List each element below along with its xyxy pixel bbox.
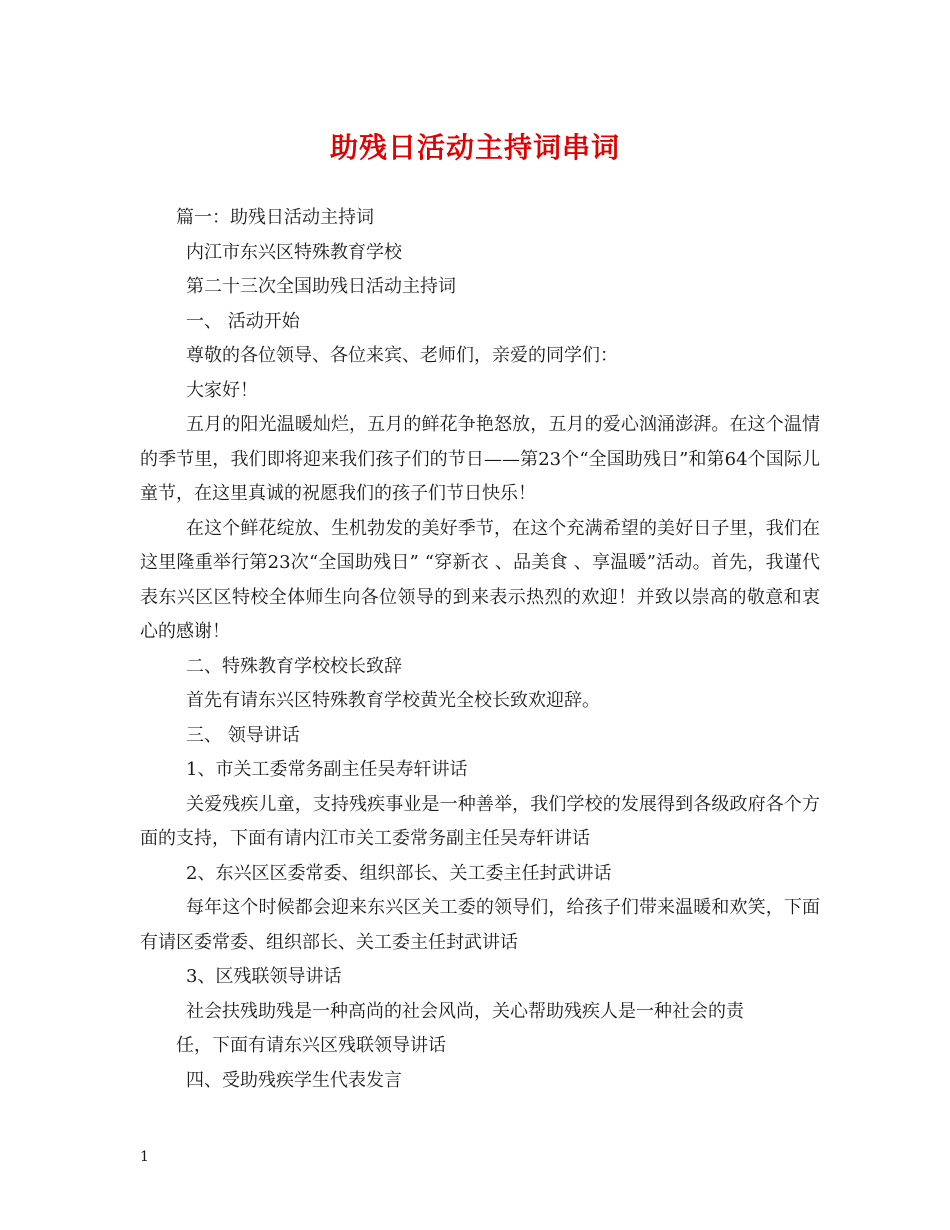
item-3: 3、区残联领导讲话 xyxy=(186,966,342,987)
paragraph-item-3: 社会扶残助残是一种高尚的社会风尚，关心帮助残疾人是一种社会的责 xyxy=(186,1000,744,1022)
greeting: 尊敬的各位领导、各位来宾、老师们，亲爱的同学们： xyxy=(186,345,618,366)
heading-principal-speech: 二、特殊教育学校校长致辞 xyxy=(186,655,402,677)
paragraph-item-1: 关爱残疾儿童，支持残疾事业是一种善举，我们学校的发展得到各级政府各个方面的支持，下面有请内江市关工委常务副主任吴寿轩讲话 xyxy=(140,793,820,849)
item-2: 2、东兴区区委常委、组织部长、关工委主任封武讲话 xyxy=(186,862,612,884)
heading-activity-start: 一、 活动开始 xyxy=(186,310,300,332)
paragraph-item-2: 每年这个时候都会迎来东兴区关工委的领导们，给孩子们带来温暖和欢笑，下面有请区委常委、组织部长、关工委主任封武讲话 xyxy=(140,897,820,953)
school-name: 内江市东兴区特殊教育学校 xyxy=(186,241,402,263)
paragraph-item-3-continued: 任，下面有请东兴区残联领导讲话 xyxy=(176,1035,446,1056)
item-1: 1、市关工委常务副主任吴寿轩讲话 xyxy=(186,759,468,780)
heading-leader-speech: 三、 领导讲话 xyxy=(186,724,300,746)
page-number: 1 xyxy=(140,1149,149,1165)
heading-student-speech: 四、受助残疾学生代表发言 xyxy=(186,1069,402,1091)
section-heading: 篇一：助残日活动主持词 xyxy=(176,207,374,228)
paragraph-season: 在这个鲜花绽放、生机勃发的美好季节，在这个充满希望的美好日子里，我们在这里隆重举行第23次“全国助残日” “穿新衣 、品美食 、享温暖”活动。首先，我谨代表东兴区区特校全体师生向各位领导的到来表示热烈的欢迎！并致以崇高的敬意和衷心的感谢！ xyxy=(140,517,820,642)
greeting-hello: 大家好！ xyxy=(186,379,258,401)
subtitle: 第二十三次全国助残日活动主持词 xyxy=(186,276,456,297)
paragraph-principal: 首先有请东兴区特殊教育学校黄光全校长致欢迎辞。 xyxy=(186,690,600,711)
document-body xyxy=(140,201,820,1098)
document-title: 助残日活动主持词串词 xyxy=(329,131,620,164)
paragraph-may: 五月的阳光温暖灿烂，五月的鲜花争艳怒放，五月的爱心汹涌澎湃。在这个温情的季节里，我们即将迎来我们孩子们的节日——第23个“全国助残日”和第64个国际儿童节，在这里真诚的祝愿我们的孩子们节日快乐！ xyxy=(140,414,820,504)
